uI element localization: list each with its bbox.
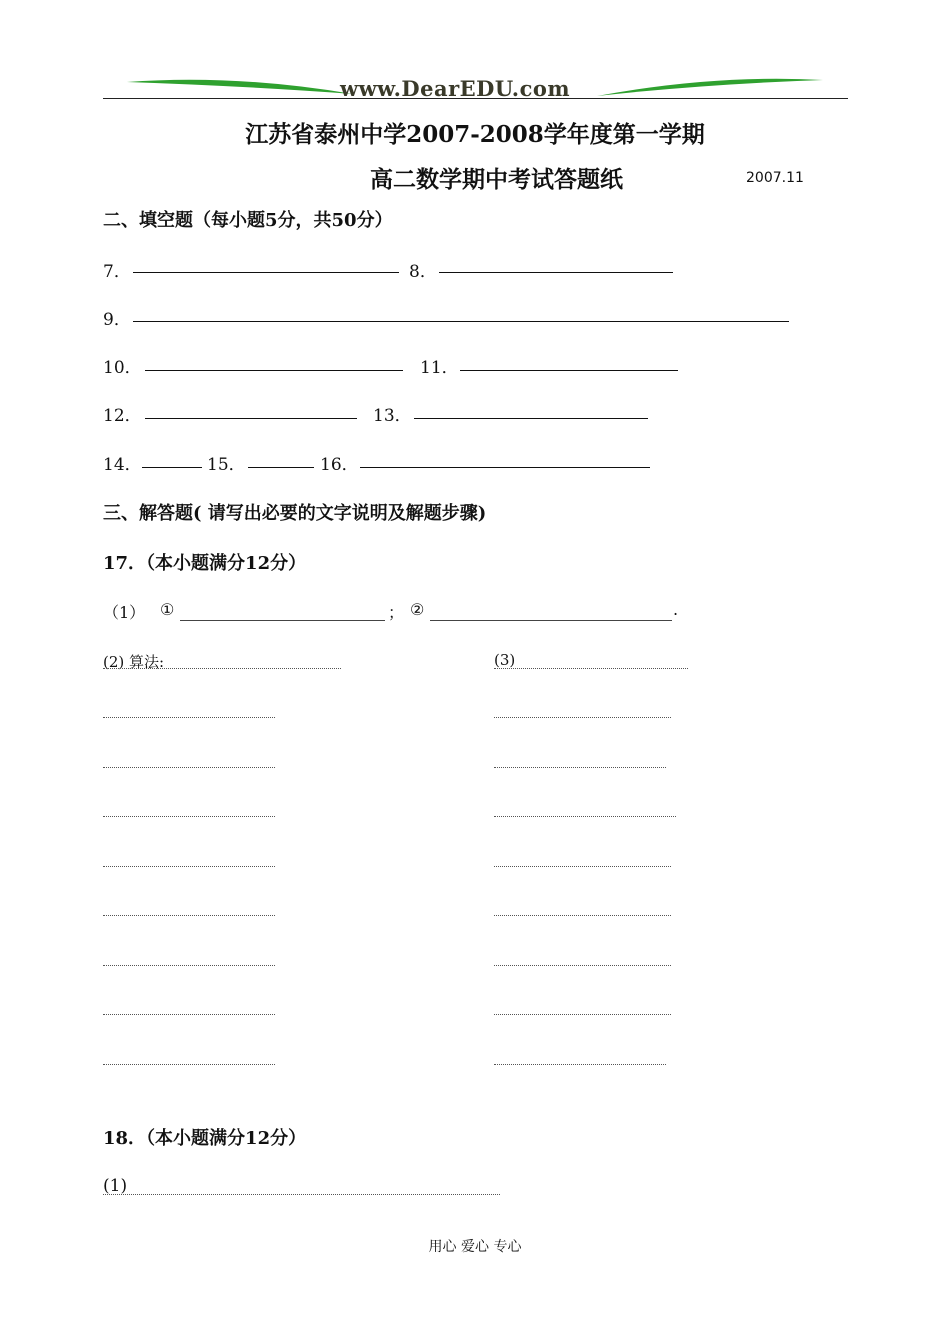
answer-line-right[interactable] <box>494 915 671 916</box>
section3-heading: 三、解答题( 请写出必要的文字说明及解题步骤) <box>103 503 487 524</box>
logo-text: www.DearEDU.com <box>340 76 571 101</box>
q12-blank[interactable] <box>145 418 357 419</box>
q15-blank[interactable] <box>248 467 314 468</box>
q14-label: 14． <box>103 455 142 475</box>
q7-blank[interactable] <box>133 272 399 273</box>
answer-line-right[interactable] <box>494 866 671 867</box>
answer-line-right[interactable] <box>494 965 671 966</box>
q11-blank[interactable] <box>460 370 678 371</box>
q8-blank[interactable] <box>439 272 673 273</box>
q18-part1-line[interactable] <box>103 1194 500 1195</box>
q17-blank2[interactable] <box>430 620 672 621</box>
q17-sep: ； <box>388 603 405 622</box>
q17-part3-label: (3) <box>494 651 516 669</box>
q17-blank1[interactable] <box>180 620 385 621</box>
q15-label: 15． <box>207 455 246 475</box>
q17-part3-line[interactable] <box>494 668 688 669</box>
q17-part2-label: (2) 算法: <box>103 653 165 671</box>
section2-heading: 二、填空题（每小题5分，共50分） <box>103 210 393 231</box>
q18-part1-label: (1) <box>103 1176 128 1196</box>
q17-circle2: ② <box>410 600 425 619</box>
q17-title: 17．（本小题满分12分） <box>103 553 307 574</box>
page-subtitle: 高二数学期中考试答题纸 <box>370 166 623 193</box>
answer-line-left[interactable] <box>103 816 275 817</box>
q9-label: 9． <box>103 310 131 330</box>
header-rule <box>103 98 848 99</box>
q7-label: 7． <box>103 262 131 282</box>
answer-line-left[interactable] <box>103 767 275 768</box>
q10-blank[interactable] <box>145 370 403 371</box>
date-label: 2007.11 <box>746 170 804 186</box>
q17-circle1: ① <box>160 600 175 619</box>
page-title: 江苏省泰州中学2007-2008学年度第一学期 <box>245 121 705 148</box>
q10-label: 10． <box>103 358 142 378</box>
answer-line-left[interactable] <box>103 1064 275 1065</box>
q9-blank[interactable] <box>133 321 789 322</box>
q18-title: 18．（本小题满分12分） <box>103 1128 307 1149</box>
q13-blank[interactable] <box>414 418 648 419</box>
answer-line-left[interactable] <box>103 866 275 867</box>
answer-line-left[interactable] <box>103 717 275 718</box>
answer-line-right[interactable] <box>494 816 676 817</box>
footer-slogan: 用心 爱心 专心 <box>428 1239 522 1255</box>
q16-label: 16． <box>320 455 359 475</box>
q17-part2-line[interactable] <box>103 668 341 669</box>
answer-line-left[interactable] <box>103 1014 275 1015</box>
answer-line-right[interactable] <box>494 717 671 718</box>
answer-line-right[interactable] <box>494 1014 671 1015</box>
q8-label: 8． <box>409 262 437 282</box>
answer-line-left[interactable] <box>103 965 275 966</box>
answer-line-right[interactable] <box>494 767 666 768</box>
q12-label: 12． <box>103 406 142 426</box>
q11-label: 11． <box>420 358 459 378</box>
q17-part1-label: （1） <box>103 603 146 622</box>
q17-end: . <box>673 600 679 619</box>
q14-blank[interactable] <box>142 467 202 468</box>
answer-line-left[interactable] <box>103 915 275 916</box>
answer-line-right[interactable] <box>494 1064 666 1065</box>
q16-blank[interactable] <box>360 467 650 468</box>
q13-label: 13． <box>373 406 412 426</box>
